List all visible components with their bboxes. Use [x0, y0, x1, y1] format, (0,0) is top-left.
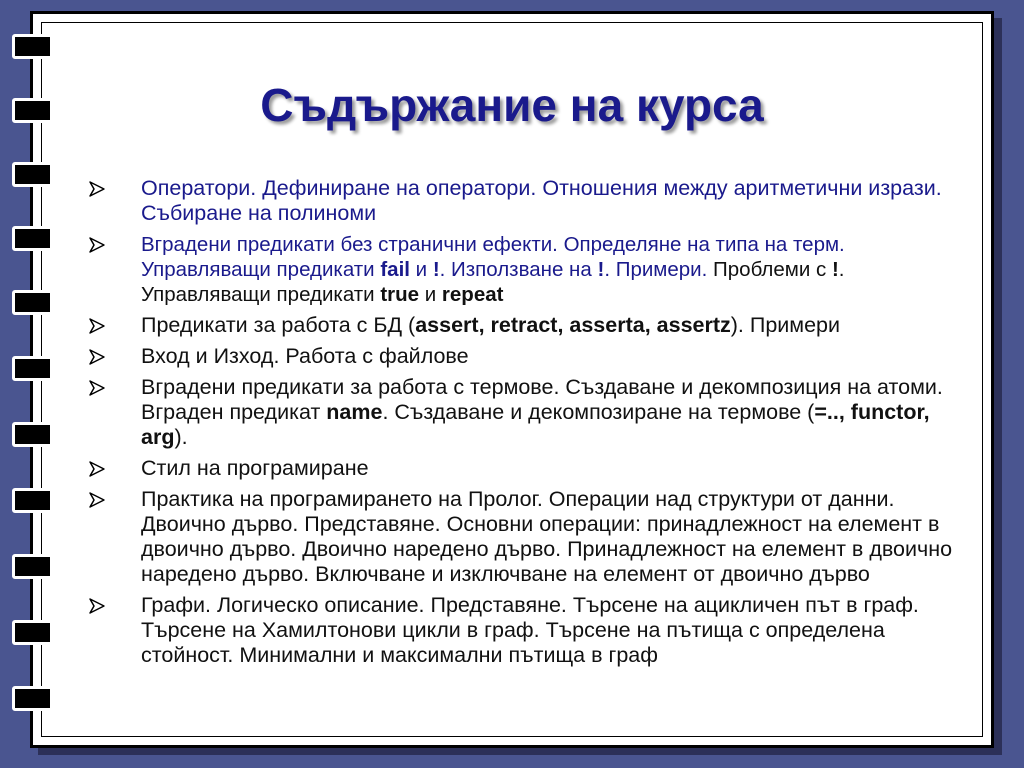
- bullet-item: [88, 176, 968, 226]
- binder-ring: [12, 620, 53, 645]
- bullet-text: [141, 375, 943, 449]
- bullet-text-bold: !: [597, 258, 605, 281]
- arrow-bullet-icon: [88, 236, 106, 254]
- bullet-text: [141, 313, 840, 337]
- bullet-text-bold: fail: [380, 258, 410, 281]
- bullet-text-part: . Управляващи предикати: [141, 258, 845, 306]
- arrow-bullet-icon: [88, 180, 106, 198]
- bullet-text-part: Практика на програмирането на Пролог. Операции над структури от данни. Двоично дърво. Представяне. Основни операции: принадлежност на елемент в двоично дърво. Двоично наредено дърво. Принадлежност на елемент в двоично наредено дърво. Включване и изключване на елемент от двоично дърво: [141, 487, 953, 586]
- bullet-text-part: . Използване на: [439, 258, 598, 281]
- bullet-text-part: . Създаване и декомпозиране на термове (: [382, 400, 815, 424]
- binder-ring: [12, 422, 53, 447]
- bullet-text-bold: true: [380, 283, 420, 306]
- bullet-text-bold: name: [326, 400, 383, 424]
- bullet-text-bold: assert, retract, asserta, assertz: [415, 313, 731, 337]
- bullet-text: [141, 593, 919, 667]
- bullet-text-part: ).: [174, 425, 188, 449]
- bullet-text-bold: repeat: [441, 283, 504, 306]
- bullet-item: [88, 232, 968, 307]
- binder-ring: [12, 488, 53, 513]
- binder-ring: [12, 226, 53, 251]
- bullet-text-part: Графи. Логическо описание. Представяне. Търсене на ацикличен път в граф. Търсене на Хамилтонови цикли в граф. Търсене на пътища с определена стойност. Минимални и максимални пътища в граф: [141, 593, 919, 667]
- binder-ring: [12, 554, 53, 579]
- binder-ring: [12, 686, 53, 711]
- bullet-text-part: Проблеми с: [707, 258, 832, 281]
- bullet-item: [88, 593, 968, 668]
- bullet-item: [88, 456, 968, 481]
- bullet-text: [141, 233, 845, 306]
- bullet-text-part: . Примери.: [604, 258, 708, 281]
- bullet-text-part: Оператори. Дефиниране на оператори. Отношения между аритметични изрази. Събиране на полиноми: [141, 176, 942, 225]
- bullet-item: [88, 313, 968, 338]
- bullet-text-part: ). Примери: [730, 313, 840, 337]
- bullet-text: [141, 487, 952, 586]
- bullet-item: [88, 375, 968, 450]
- bullet-text-bold: !: [432, 258, 440, 281]
- bullet-text-bold: =.., functor, arg: [141, 400, 930, 449]
- bullet-text: [141, 456, 369, 480]
- bullet-item: [88, 344, 968, 369]
- arrow-bullet-icon: [88, 317, 106, 335]
- bullet-text-part: Вградени предикати за работа с термове. Създаване и декомпозиция на атоми. Вграден предикат: [141, 375, 943, 424]
- bullet-text-bold: !: [831, 258, 839, 281]
- arrow-bullet-icon: [88, 597, 106, 615]
- binder-ring: [12, 356, 53, 381]
- arrow-bullet-icon: [88, 491, 106, 509]
- bullet-text-part: Вход и Изход. Работа с файлове: [141, 344, 469, 368]
- bullet-text-part: и: [409, 258, 433, 281]
- arrow-bullet-icon: [88, 460, 106, 478]
- bullet-text-part: и: [419, 283, 442, 306]
- bullet-item: [88, 487, 968, 587]
- bullet-text-part: Вградени предикати без странични ефекти. Определяне на типа на терм. Управляващи предикати: [141, 233, 845, 281]
- arrow-bullet-icon: [88, 379, 106, 397]
- binder-ring: [12, 34, 53, 59]
- bullet-text: [141, 344, 469, 368]
- binder-ring: [12, 162, 53, 187]
- bullet-text: [141, 176, 942, 225]
- slide-title: Съдържание на курса: [260, 79, 764, 131]
- bullet-list: [88, 176, 968, 674]
- arrow-bullet-icon: [88, 348, 106, 366]
- binder-ring: [12, 290, 53, 315]
- bullet-text-part: Предикати за работа с БД (: [141, 313, 416, 337]
- bullet-text-part: Стил на програмиране: [141, 456, 369, 480]
